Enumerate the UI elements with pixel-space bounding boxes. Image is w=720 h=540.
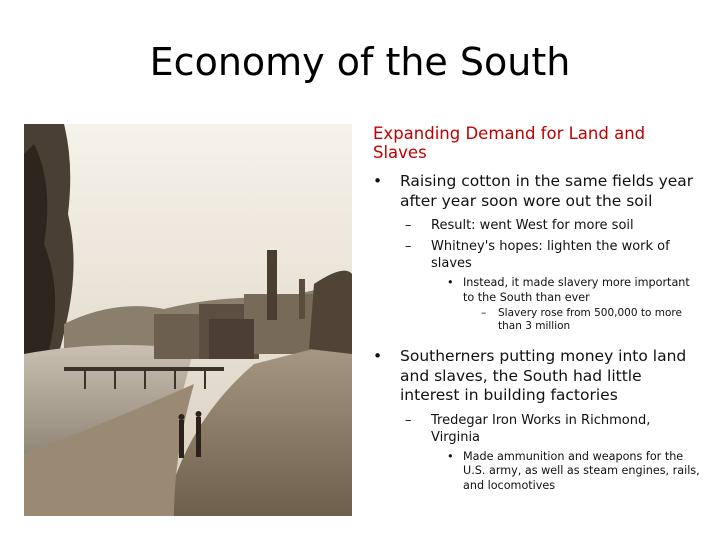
level-four-text: Slavery rose from 500,000 to more than 3 million — [498, 307, 682, 332]
sub-sub-bullet-text: Made ammunition and weapons for the U.S. army, as well as steam engines, rails, and locomotives — [463, 449, 700, 492]
bullet-marker: • — [447, 276, 454, 289]
bullet-text: Raising cotton in the same fields year after year soon wore out the soil — [400, 172, 694, 210]
sub-bullet-item — [373, 412, 703, 446]
sub-sub-bullet-item — [373, 276, 703, 305]
sub-bullet-item — [373, 217, 703, 234]
sub-sub-bullet-text: Instead, it made slavery more important to the South than ever — [463, 276, 690, 304]
sub-bullet-text: Whitney's hopes: lighten the work of slaves — [431, 239, 670, 271]
dash-marker: – — [405, 239, 412, 254]
dash-marker: – — [405, 218, 412, 233]
subheading: Expanding Demand for Land and Slaves — [373, 124, 646, 162]
bullet-marker: • — [373, 172, 383, 190]
sub-bullet-item — [373, 238, 703, 272]
sub-bullet-text: Result: went West for more soil — [431, 218, 634, 233]
bullet-item — [373, 172, 703, 211]
bullet-marker: • — [373, 347, 383, 365]
sub-bullet-text: Tredegar Iron Works in Richmond, Virginia — [431, 412, 651, 445]
historical-photo-ironworks — [24, 124, 352, 516]
level-four-item — [373, 307, 703, 333]
bullet-item — [373, 347, 703, 406]
sub-sub-bullet-item — [373, 450, 703, 494]
sepia-photograph — [24, 124, 352, 516]
dash-marker: – — [481, 307, 487, 319]
dash-marker: – — [405, 412, 412, 428]
slide-content — [373, 124, 703, 495]
bullet-text: Southerners putting money into land and slaves, the South had little interest in building factories — [400, 347, 687, 404]
bullet-marker: • — [447, 449, 454, 463]
slide-title: Economy of the South — [149, 40, 571, 84]
